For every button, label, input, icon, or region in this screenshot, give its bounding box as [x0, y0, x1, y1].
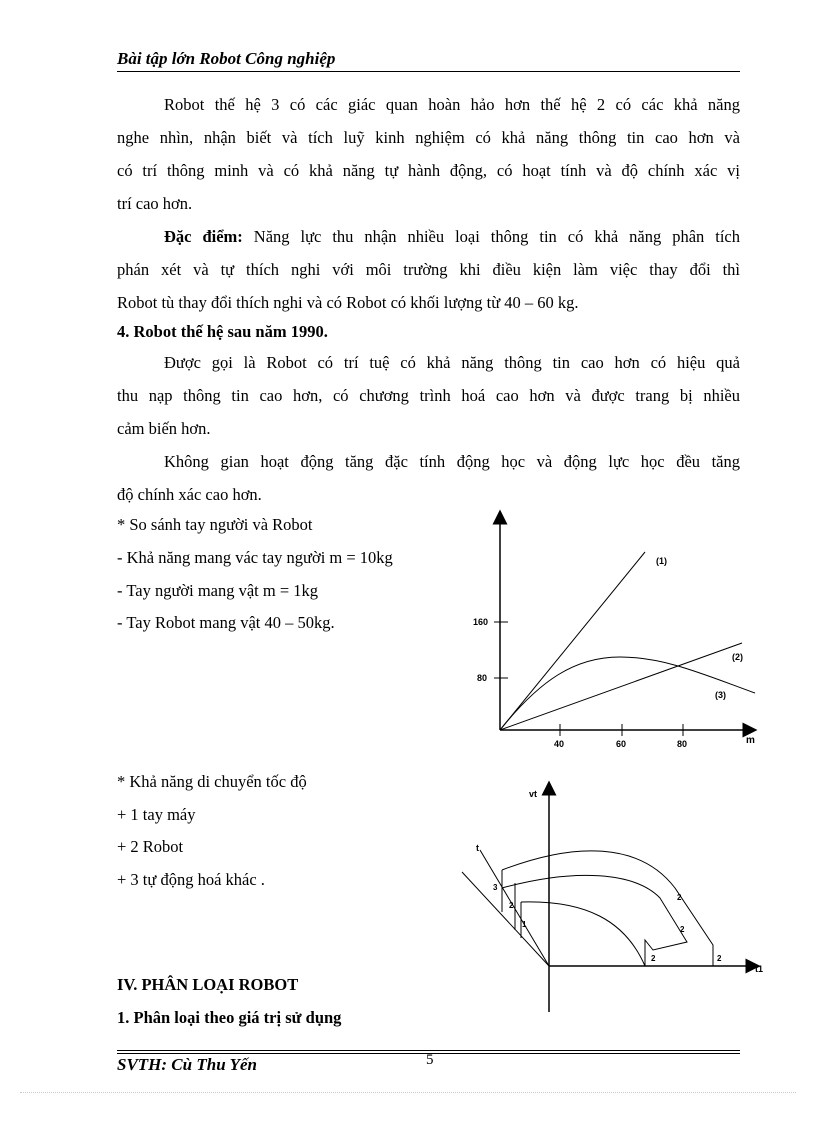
region-label: 2 [651, 954, 656, 963]
corner-label: t [476, 843, 479, 853]
compare-list-item: - Tay người mang vật m = 1kg [117, 581, 319, 600]
x-axis-label: m [746, 735, 755, 746]
text-line: phán xét và tự thích nghi với môi trường khi điều kiện làm việc thay đổi thì [117, 260, 740, 279]
text-line: Được gọi là Robot có trí tuệ có khả năng thông tin cao hơn có hiệu quả [164, 353, 740, 372]
y-tick-label: 160 [473, 617, 489, 627]
page-number: 5 [426, 1052, 434, 1068]
section-iv-1-heading: 1. Phân loại theo giá trị sử dụng [117, 1008, 342, 1027]
y-axis-label: vt [529, 789, 538, 799]
paragraph-features [117, 220, 740, 319]
header-divider [117, 71, 740, 72]
document-header: Bài tập lớn Robot Công nghiệp [117, 49, 336, 68]
text-line: Không gian hoạt động tăng đặc tính động học và động lực học đều tăng [164, 452, 740, 471]
compare-list-item: - Khả năng mang vác tay người m = 10kg [117, 548, 393, 567]
series-line-1 [500, 552, 645, 730]
series-label: (2) [732, 652, 743, 662]
series-label: (1) [656, 556, 667, 566]
section-iv-heading: IV. PHÂN LOẠI ROBOT [117, 975, 299, 994]
text-line [117, 220, 740, 253]
region-label: 1 [522, 920, 527, 929]
diagonal-line [462, 872, 549, 966]
paragraph-robot-gen3 [117, 88, 740, 220]
x-tick-label: 60 [616, 739, 627, 749]
footer-divider [117, 1050, 740, 1051]
region-label: 2 [717, 954, 722, 963]
speed-list-item: + 2 Robot [117, 837, 184, 856]
speed-list-item: * Khả năng di chuyển tốc độ [117, 772, 307, 791]
series-label: (3) [715, 690, 726, 700]
text-line: có trí thông minh và có khả năng tự hành động, có hoạt tính và độ chính xác vị [117, 161, 740, 180]
text-line: cảm biến hơn. [117, 419, 211, 438]
y-tick-label: 80 [477, 673, 488, 683]
region-label: 2 [680, 925, 685, 934]
text-line: thu nạp thông tin cao hơn, có chương trình hoá cao hơn và được trang bị nhiều [117, 386, 740, 405]
paragraph-intelligent-robot [117, 346, 740, 445]
paragraph-workspace [117, 445, 740, 511]
x-tick-label: 40 [554, 739, 565, 749]
features-label: Đặc điểm: [164, 227, 243, 246]
text-line: trí cao hơn. [117, 194, 193, 213]
text-line: độ chính xác cao hơn. [117, 485, 262, 504]
speed-capability-diagram [455, 780, 770, 1020]
speed-list-item: + 3 tự động hoá khác . [117, 870, 265, 889]
text-line: Robot thế hệ 3 có các giác quan hoàn hảo hơn thế hệ 2 có các khả năng [164, 95, 740, 114]
region-label: 3 [493, 883, 498, 892]
footer-author: SVTH: Cù Thu Yến [117, 1055, 257, 1074]
compare-list-item: - Tay Robot mang vật 40 – 50kg. [117, 613, 335, 632]
text-line: Robot tù thay đổi thích nghi và có Robot có khối lượng từ 40 – 60 kg. [117, 293, 579, 312]
page-bottom-border [20, 1092, 796, 1093]
text-line: nghe nhìn, nhận biết và tích luỹ kinh nghiệm có khả năng thông tin cao hơn và [117, 128, 740, 147]
load-comparison-chart [465, 505, 765, 755]
compare-list-item: * So sánh tay người và Robot [117, 515, 313, 534]
features-text: Năng lực thu nhận nhiều loại thông tin có khả năng phân tích [242, 227, 740, 246]
series-line-2 [500, 643, 742, 730]
x-axis-label: t1 [755, 964, 764, 974]
heading-robot-after-1990: 4. Robot thế hệ sau năm 1990. [117, 322, 328, 341]
region-outline-2 [502, 875, 687, 966]
region-label: 2 [509, 901, 514, 910]
region-label: 2 [677, 893, 682, 902]
x-tick-label: 80 [677, 739, 688, 749]
speed-list-item: + 1 tay máy [117, 805, 196, 824]
